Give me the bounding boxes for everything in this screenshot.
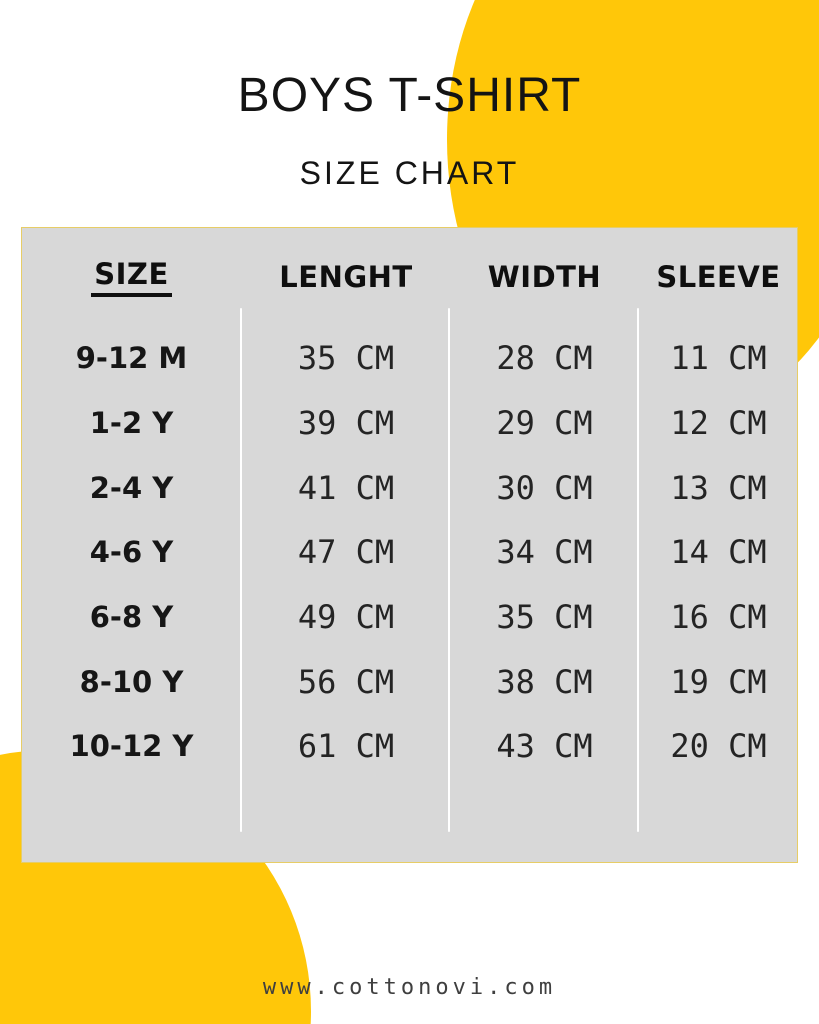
- table-row: [22, 455, 797, 520]
- cell-sleeve: 20 CM: [670, 727, 767, 766]
- table-header-row: [22, 228, 797, 326]
- cell-size: 10-12 Y: [69, 729, 194, 764]
- cell-length: 56 CM: [297, 662, 395, 701]
- cell-length: 49 CM: [297, 598, 395, 637]
- cell-size: 6-8 Y: [89, 600, 174, 635]
- cell-width: 30 CM: [496, 468, 593, 507]
- website-url: www.cottonovi.com: [262, 975, 557, 1000]
- cell-width: 29 CM: [496, 404, 593, 443]
- column-divider: [240, 308, 242, 832]
- cell-sleeve: 19 CM: [670, 662, 767, 701]
- cell-width: 38 CM: [496, 662, 593, 701]
- cell-size: 9-12 M: [75, 341, 188, 376]
- cell-width: 43 CM: [496, 727, 593, 766]
- cell-width: 28 CM: [496, 339, 593, 378]
- cell-length: 39 CM: [297, 404, 395, 443]
- table-row: [22, 326, 797, 391]
- table-row: [22, 649, 797, 714]
- cell-width: 34 CM: [496, 533, 593, 572]
- column-divider: [448, 308, 450, 832]
- table-row: [22, 520, 797, 585]
- table-row: [22, 585, 797, 650]
- cell-sleeve: 16 CM: [670, 598, 767, 637]
- column-header-sleeve: SLEEVE: [656, 260, 781, 294]
- cell-sleeve: 11 CM: [670, 339, 767, 378]
- cell-size: 8-10 Y: [79, 664, 184, 699]
- cell-width: 35 CM: [496, 598, 593, 637]
- column-divider: [637, 308, 639, 832]
- cell-length: 47 CM: [297, 533, 395, 572]
- cell-length: 61 CM: [297, 727, 395, 766]
- cell-size: 4-6 Y: [89, 535, 174, 570]
- column-header-size-label: SIZE: [91, 257, 172, 297]
- cell-sleeve: 13 CM: [670, 468, 767, 507]
- column-header-size: [22, 257, 241, 297]
- table-body: [22, 326, 797, 779]
- column-header-length: LENGHT: [279, 260, 413, 294]
- table-row: [22, 714, 797, 779]
- column-header-width: WIDTH: [487, 260, 602, 294]
- cell-length: 35 CM: [297, 339, 395, 378]
- cell-sleeve: 14 CM: [670, 533, 767, 572]
- size-chart-table: [21, 227, 798, 863]
- cell-length: 41 CM: [297, 468, 395, 507]
- table-row: [22, 391, 797, 456]
- cell-size: 1-2 Y: [89, 406, 174, 441]
- page-title: BOYS T-SHIRT: [237, 69, 582, 122]
- page-subtitle: SIZE CHART: [299, 155, 520, 191]
- cell-size: 2-4 Y: [89, 470, 174, 505]
- cell-sleeve: 12 CM: [670, 404, 767, 443]
